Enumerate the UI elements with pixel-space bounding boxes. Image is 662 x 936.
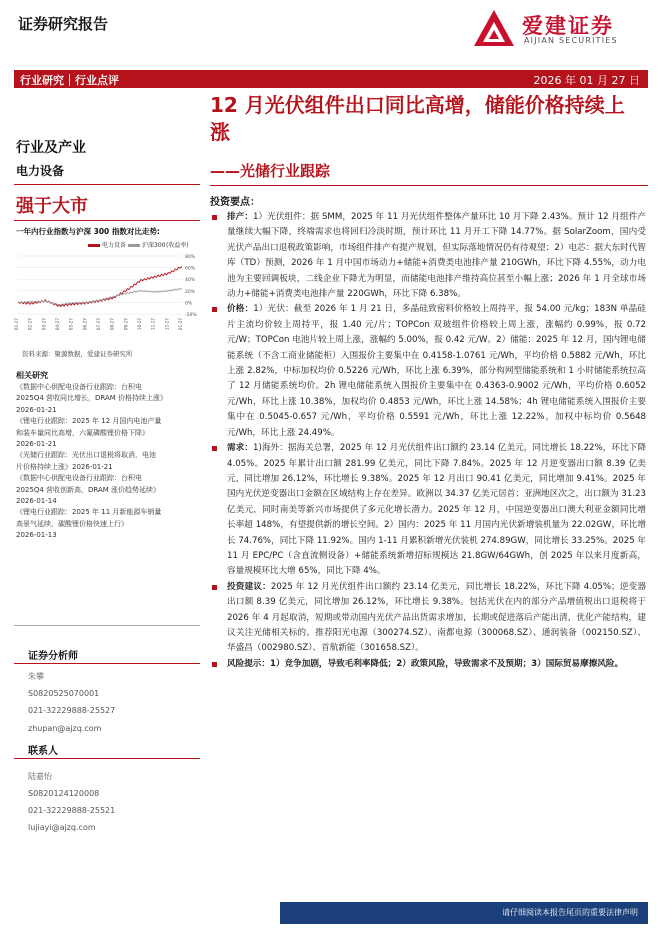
contact-name: 陆嘉怡 [28,772,52,781]
page-subtitle: ——光储行业跟踪 [210,162,331,180]
report-date: 2026 年 01 月 27 日 [533,74,640,87]
report-category: 行业研究｜行业点评 [20,74,119,87]
legal-notice-text[interactable]: 请仔细阅读本报告尾页的重要法律声明 [502,908,638,917]
highlight-key: 排产： [227,212,253,222]
legend-swatch [88,244,100,247]
industry-label: 行业及产业 [16,140,86,156]
y-tick-label: 60% [185,266,196,272]
brand-logo [472,8,644,50]
highlight-demand [210,441,646,580]
related-research-line: 和装车量同比高增，六氟磷酸锂价格下降》 [16,428,149,437]
related-research-line: 2025Q4 营收同比增长，DRAM 价格持续上涨》 [16,394,168,403]
contact-email[interactable]: lujiayi@ajzq.com [28,823,96,832]
analyst-name: 朱攀 [28,672,44,681]
y-tick-label: 80% [185,255,196,260]
y-tick-label: 0% [185,301,193,307]
page-title: 12 月光伏组件出口同比高增，储能价格持续上涨 [210,93,625,144]
highlight-text: 1)海外：据海关总署，2025 年 12 月光伏组件出口额约 23.14 亿美元，同比增长 18.22%，环比下降 4.05%。2025 年累计出口额 281.99 亿美元，同比下降 7.84%。2025 年 12 月逆变器出口额 8.39 亿美元，同比增加 26.12%，环比增长 9.38%。2025 年 12 月出口 90.41 亿美元，同比增加 9.41%。2025 年国内光伏逆变器出口金额在区域结构上存在差异。欧洲以 34.37 亿美元居首；亚洲地区次之，出口额为 31.23 亿美元，同时南美等新兴市场提供了多元化增长潜力。2025 年 12 月，中国逆变器出口澳大利亚金额同比增长率超 148%，有望提供新的增长空间。2）国内：2025 年 11 月国内光伏新增装机量为 22.02GW，环比增长 74.76%，同比下降 11.92%。国内 1-11 月累积新增光伏装机 274.89GW，同比增长 33.25%。2025 年 11 月 EPC/PC（含直流侧设备）+储能系统新增招标规模达 21.8GW/64GWh，创 2025 年以来月度新高，容量规模环比大增 65%，同比下降 4%。 [227,443,646,577]
related-research-line: 片价格持续上涨》2026-01-21 [16,462,113,471]
legend-item [128,240,165,249]
highlight-key: 价格： [227,304,254,315]
related-research-line: 2025Q4 营收创新高，DRAM 涨价趋势延续》 [16,485,161,494]
highlight-text: 2025 年 12 月光伏组件出口额约 23.14 亿美元，同比增长 18.22%，环比下降 4.05%；逆变器出口额 8.39 亿美元，同比增加 26.12%，环比增长 9.38%。包括光伏在内的部分产品增值税出口退税将于 2026 年 4 月起取消，短期或带动国内光伏产品出货需求增加，长期或促进落后产能出清，优化产能结构，建议关注光储相关标的。推荐阳光电源（300274.SZ）、南都电源（300068.SZ）、通润装备（002150.SZ）、华盛昌（002980.SZ）、首航新能（301658.SZ）。 [227,581,646,654]
report-type: 证券研究报告 [18,15,109,33]
x-tick-label: 05-27 [68,318,74,331]
x-tick-label: 02-27 [27,318,33,331]
x-tick-label: 06-27 [82,318,88,331]
highlight-text: 1）光伏：截至 2026 年 1 月 21 日，多晶硅致密料价格较上周持平，报 54.00 元/kg；183N 单晶硅片主流均价较上周持平，报 1.40 元/片；TOPCon 双玻组件价格较上周上涨，涨幅约 0.99%，报 0.72 元/W；TOPCon 电池片较上周上涨，涨幅约 5.00%，报 0.42 元/W。2）储能：2025 年 12 月，国内锂电储能系统（不含工商业储能柜）入围报价主要集中在 0.4158-1.0761 元/Wh，平均价格 0.5882 元/Wh，环比上涨 2.82%，中标加权均价 0.5226 元/Wh，环比上涨 6.39%，部分构网型储能系统和 1 小时储能系统拉高了 12 月储能系统均价。2h 锂电储能系统入围报价主要集中在 0.4363-0.9002 元/Wh，平均价格 0.6052 元/Wh，环比上涨 10.38%，加权均价 0.4853 元/Wh，环比上涨 14.58%；4h 锂电储能系统入围报价主要集中在 0.5045-0.657 元/Wh，平均价格 0.5591 元/Wh，环比上涨 12.22%，加权中标均价 0.5648 元/Wh，环比上涨 24.49%。 [227,304,646,438]
contact-heading: 联系人 [28,746,58,757]
legend-label: 沪深300 [142,242,166,249]
bullet-square-icon [212,662,217,667]
x-tick-label: 11-27 [150,318,156,331]
y-axis-label: (收益率) [166,242,189,249]
legend-label: 电力设备 [102,242,127,249]
contact-license: S0820124120008 [28,789,100,798]
legal-notice-bar [280,902,648,924]
analyst-email[interactable]: zhupan@ajzq.com [28,724,102,733]
chart-legend [16,240,202,252]
rating-label: 强于大市 [16,196,88,217]
bullet-square-icon [212,446,217,451]
related-research-line: 《锂电行业跟踪：2025 年 11 月新能源车销量 [16,508,162,517]
related-research-line: 高景气延续，碳酸锂价格快速上行》 [16,519,128,528]
related-research-line: 《数据中心供配电设备行业跟踪：台积电 [16,474,142,483]
highlight-risk [210,657,646,672]
related-research-list [16,382,206,542]
analyst-license: S0820525070001 [28,689,100,698]
brand-name-cn: 爱建证券 [522,14,614,38]
related-research-line: 《光储行业跟踪：光伏出口退税将取消，电池 [16,451,156,460]
x-tick-label: 09-27 [123,318,129,331]
highlight-text: 1）光伏组件：据 SMM，2025 年 11 月光伏组件整体产量环比 10 月下降 2.43%。预计 12 月组件产量继续大幅下降，终端需求也将回归冷淡时期，预计环比 11 月开工下降 14.77%。据 SolarZoom，国内受光伏产品出口退税政策影响，市场组件排产有提产规划，但实际落地情况仍有待观望；2）电芯：据大东时代智库（TD）预测，2026 年 1 月中国市场动力+储能+消费类电池排产量 210GWh，环比下降 4.55%，动力电池为主要回调板块，二线企业下降尤为明显，而储能电池排产维持高位甚至小幅上涨；2026 年 1 月全球市场动力+储能+消费类电池排产量 220GWh，环比下降 6.38%。 [227,212,646,300]
related-research-heading: 相关研究 [16,371,48,380]
x-tick-label: 07-27 [96,318,101,331]
sector-label: 电力设备 [16,164,65,178]
bullet-square-icon [212,307,217,312]
analyst-heading: 证券分析师 [28,651,78,662]
side-divider [14,184,200,185]
y-tick-label: 20% [185,289,196,295]
legend-item [88,240,126,249]
title-divider [210,185,648,186]
y-tick-label: -20% [185,313,197,318]
side-divider [14,220,200,221]
y-tick-label: 40% [185,278,196,284]
highlight-key: 需求： [227,443,253,454]
related-research-line: 2026-01-14 [16,497,57,506]
contact-phone: 021-32229888-25521 [28,806,116,815]
bullet-square-icon [212,585,217,590]
highlight-price [210,302,646,441]
x-tick-label: 12-27 [164,318,170,331]
analyst-divider [14,663,200,664]
series-line-industry [18,266,182,306]
category-band [14,70,648,88]
investment-highlights [210,193,646,672]
related-research-line: 2026-01-21 [16,440,57,449]
performance-chart [14,252,202,332]
x-tick-label: 04-27 [55,318,60,331]
x-tick-label: 08-27 [109,318,115,331]
side-divider [14,625,200,626]
x-tick-label: 10-27 [137,318,142,331]
highlight-recommendation [210,580,646,657]
related-research-line: 《锂电行业跟踪：2025 年 12 月国内电池产量 [16,417,162,426]
contact-divider [14,758,200,759]
brand-name-en: AIJIAN SECURITIES [524,36,618,45]
highlight-production [210,210,646,302]
related-research-line: 《数据中心供配电设备行业跟踪：台积电 [16,383,142,391]
brand-logo-icon [472,8,516,48]
related-research-line: 2026-01-21 [16,405,57,414]
legend-swatch [128,244,140,247]
bullet-square-icon [212,215,217,220]
related-research-line: 2026-01-13 [16,531,57,540]
highlight-key: 投资建议： [227,581,271,592]
chart-source: 资料来源：聚源数据，爱建证券研究所 [22,350,133,358]
highlight-key: 风险提示： [227,658,270,669]
analyst-phone: 021-32229888-25527 [28,706,116,715]
highlights-heading: 投资要点： [210,197,260,208]
x-tick-label: 01-27 [14,318,19,331]
x-tick-label: 01-27 [178,318,183,331]
chart-title: 一年内行业指数与沪深 300 指数对比走势: [16,227,160,236]
highlight-text: 1）竞争加剧，导致毛利率降低；2）政策风险，导致需求不及预期；3）国际贸易摩擦风险。 [269,658,624,669]
x-tick-label: 03-27 [41,318,47,331]
